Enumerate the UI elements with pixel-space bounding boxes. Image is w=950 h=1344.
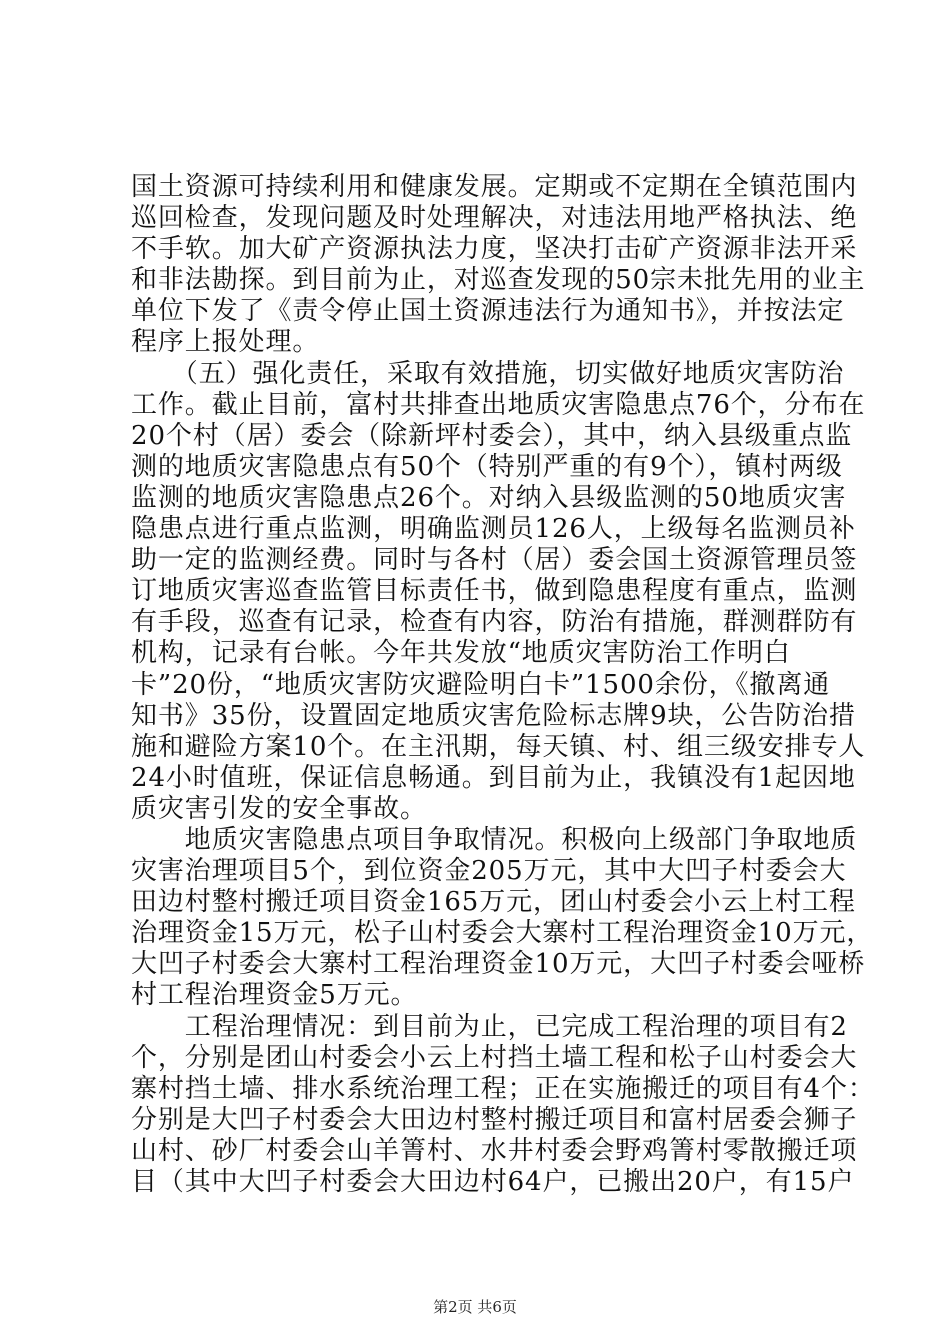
text-line: 山村、砂厂村委会山羊箐村、水井村委会野鸡箐村零散搬迁项 — [131, 1135, 858, 1166]
text-line: 寨村挡土墙、排水系统治理工程；正在实施搬迁的项目有4个： — [131, 1073, 875, 1104]
text-line: 目（其中大凹子村委会大田边村64户，已搬出20户，有15户 — [131, 1167, 855, 1197]
text-line: 监测的地质灾害隐患点26个。对纳入县级监测的50地质灾害 — [131, 482, 847, 513]
text-line: 隐患点进行重点监测，明确监测员126人，上级每名监测员补 — [131, 514, 856, 545]
text-line: 灾害治理项目5个，到位资金205万元，其中大凹子村委会大 — [131, 856, 847, 887]
text-line: 机构，记录有台帐。今年共发放“地质灾害防治工作明白 — [131, 638, 791, 669]
text-line: 卡”20份，“地质灾害防灾避险明白卡”1500余份，《撤离通 — [131, 669, 831, 700]
text-line: 和非法勘探。到目前为止，对巡查发现的50宗未批先用的业主 — [131, 265, 866, 296]
text-line: 测的地质灾害隐患点有50个（特别严重的有9个），镇村两级 — [131, 451, 843, 482]
text-line: 订地质灾害巡查监管目标责任书，做到隐患程度有重点，监测 — [131, 576, 858, 607]
text-line: 村工程治理资金5万元。 — [131, 980, 418, 1011]
text-line: 20个村（居）委会（除新坪村委会），其中，纳入县级重点监 — [131, 420, 853, 451]
text-line: 个，分别是团山村委会小云上村挡土墙工程和松子山村委会大 — [131, 1042, 858, 1073]
text-line: 24小时值班，保证信息畅通。到目前为止，我镇没有1起因地 — [131, 762, 856, 793]
text-line: 程序上报处理。 — [131, 327, 320, 358]
text-line: 工程治理情况：到目前为止，已完成工程治理的项目有2 — [131, 1011, 848, 1042]
text-line: 工作。截止目前，富村共排查出地质灾害隐患点76个，分布在 — [131, 389, 866, 420]
text-line: 助一定的监测经费。同时与各村（居）委会国土资源管理员签 — [131, 545, 858, 576]
page-footer: 第2页 共6页 — [433, 1298, 517, 1316]
text-line: 分别是大凹子村委会大田边村整村搬迁项目和富村居委会狮子 — [131, 1104, 858, 1135]
text-line: 质灾害引发的安全事故。 — [131, 793, 427, 824]
text-line: 国土资源可持续利用和健康发展。定期或不定期在全镇范围内 — [131, 172, 858, 202]
text-line: 施和避险方案10个。在主汛期，每天镇、村、组三级安排专人 — [131, 731, 866, 762]
text-line: 田边村整村搬迁项目资金165万元，团山村委会小云上村工程 — [131, 887, 856, 918]
text-line: 单位下发了《责令停止国土资源违法行为通知书》，并按法定 — [131, 296, 845, 327]
text-line: 有手段，巡查有记录，检查有内容，防治有措施，群测群防有 — [131, 607, 858, 638]
body-text — [131, 172, 875, 1198]
text-line: 巡回检查，发现问题及时处理解决，对违法用地严格执法、绝 — [131, 203, 858, 234]
text-line: 治理资金15万元，松子山村委会大寨村工程治理资金10万元， — [131, 918, 874, 949]
text-line: 不手软。加大矿产资源执法力度，坚决打击矿产资源非法开采 — [131, 234, 858, 265]
text-line: 大凹子村委会大寨村工程治理资金10万元，大凹子村委会哑桥 — [131, 949, 866, 980]
text-line: 知书》35份，设置固定地质灾害危险标志牌9块，公告防治措 — [131, 700, 856, 731]
text-line: 地质灾害隐患点项目争取情况。积极向上级部门争取地质 — [131, 824, 858, 855]
text-line: （五）强化责任，采取有效措施，切实做好地质灾害防治 — [131, 358, 845, 389]
